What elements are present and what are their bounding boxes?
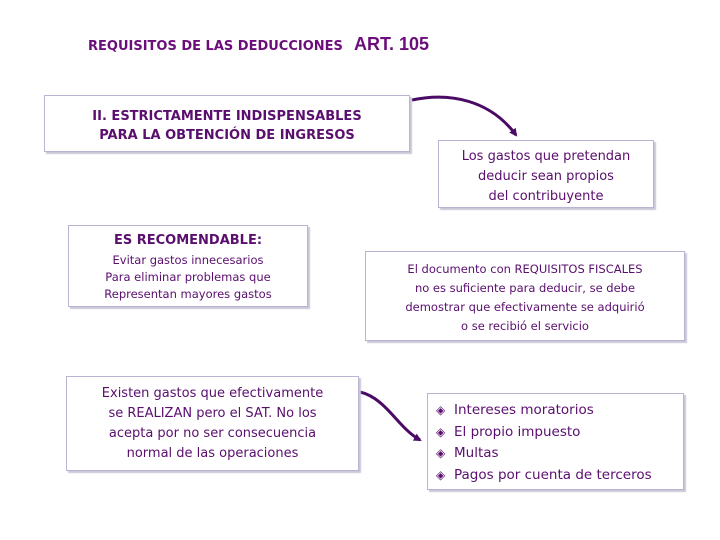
rejected-expenses-line-4: normal de las operaciones <box>126 446 299 461</box>
diamond-bullet-icon: ◈ <box>436 424 446 439</box>
diamond-bullet-icon: ◈ <box>436 446 446 460</box>
own-expenses-line-3: del contribuyente <box>488 189 604 204</box>
main-requirement-line-1: II. ESTRICTAMENTE INDISPENSABLES <box>92 109 362 124</box>
list-item <box>436 443 683 465</box>
title-text: REQUISITOS DE LAS DEDUCCIONES <box>88 39 343 54</box>
recommended-box <box>68 225 308 307</box>
recommended-line-1: Evitar gastos innecesarios <box>112 253 264 267</box>
examples-list <box>428 400 683 486</box>
recommended-line-3: Representan mayores gastos <box>104 287 272 301</box>
own-expenses-line-1: Los gastos que pretendan <box>461 149 631 164</box>
fiscal-document-line-2: no es suficiente para deducir, se debe <box>414 281 636 295</box>
fiscal-document-line-3: demostrar que efectivamente se adquirió <box>405 300 645 314</box>
examples-box <box>427 393 684 490</box>
title-article: ART. 105 <box>353 34 430 54</box>
list-item-label: Multas <box>454 445 499 461</box>
fiscal-document-line-4: o se recibió el servicio <box>461 319 589 333</box>
rejected-expenses-line-3: acepta por no ser consecuencia <box>108 426 317 441</box>
list-item <box>436 400 683 422</box>
list-item-label: Pagos por cuenta de terceros <box>454 466 652 483</box>
list-item <box>436 422 683 444</box>
own-expenses-line-2: deducir sean propios <box>478 169 614 184</box>
main-requirement-box <box>44 95 410 152</box>
rejected-expenses-line-1: Existen gastos que efectivamente <box>101 386 324 401</box>
fiscal-document-line-1: El documento con REQUISITOS FISCALES <box>407 262 643 276</box>
list-item-label: El propio impuesto <box>454 423 581 440</box>
arrow-main-to-own-expenses <box>412 97 516 135</box>
recommended-heading: ES RECOMENDABLE: <box>113 233 263 248</box>
list-item-label: Intereses moratorios <box>454 402 594 418</box>
rejected-expenses-line-2: se REALIZAN pero el SAT. No los <box>108 406 317 421</box>
rejected-expenses-box <box>66 376 359 471</box>
recommended-line-2: Para eliminar problemas que <box>105 270 271 284</box>
fiscal-document-box <box>365 251 685 341</box>
main-requirement-line-2: PARA LA OBTENCIÓN DE INGRESOS <box>99 128 355 143</box>
list-item <box>436 465 683 487</box>
diamond-bullet-icon: ◈ <box>436 403 446 417</box>
arrow-rejected-to-examples <box>360 392 420 440</box>
diamond-bullet-icon: ◈ <box>436 467 446 482</box>
own-expenses-box <box>438 140 654 208</box>
